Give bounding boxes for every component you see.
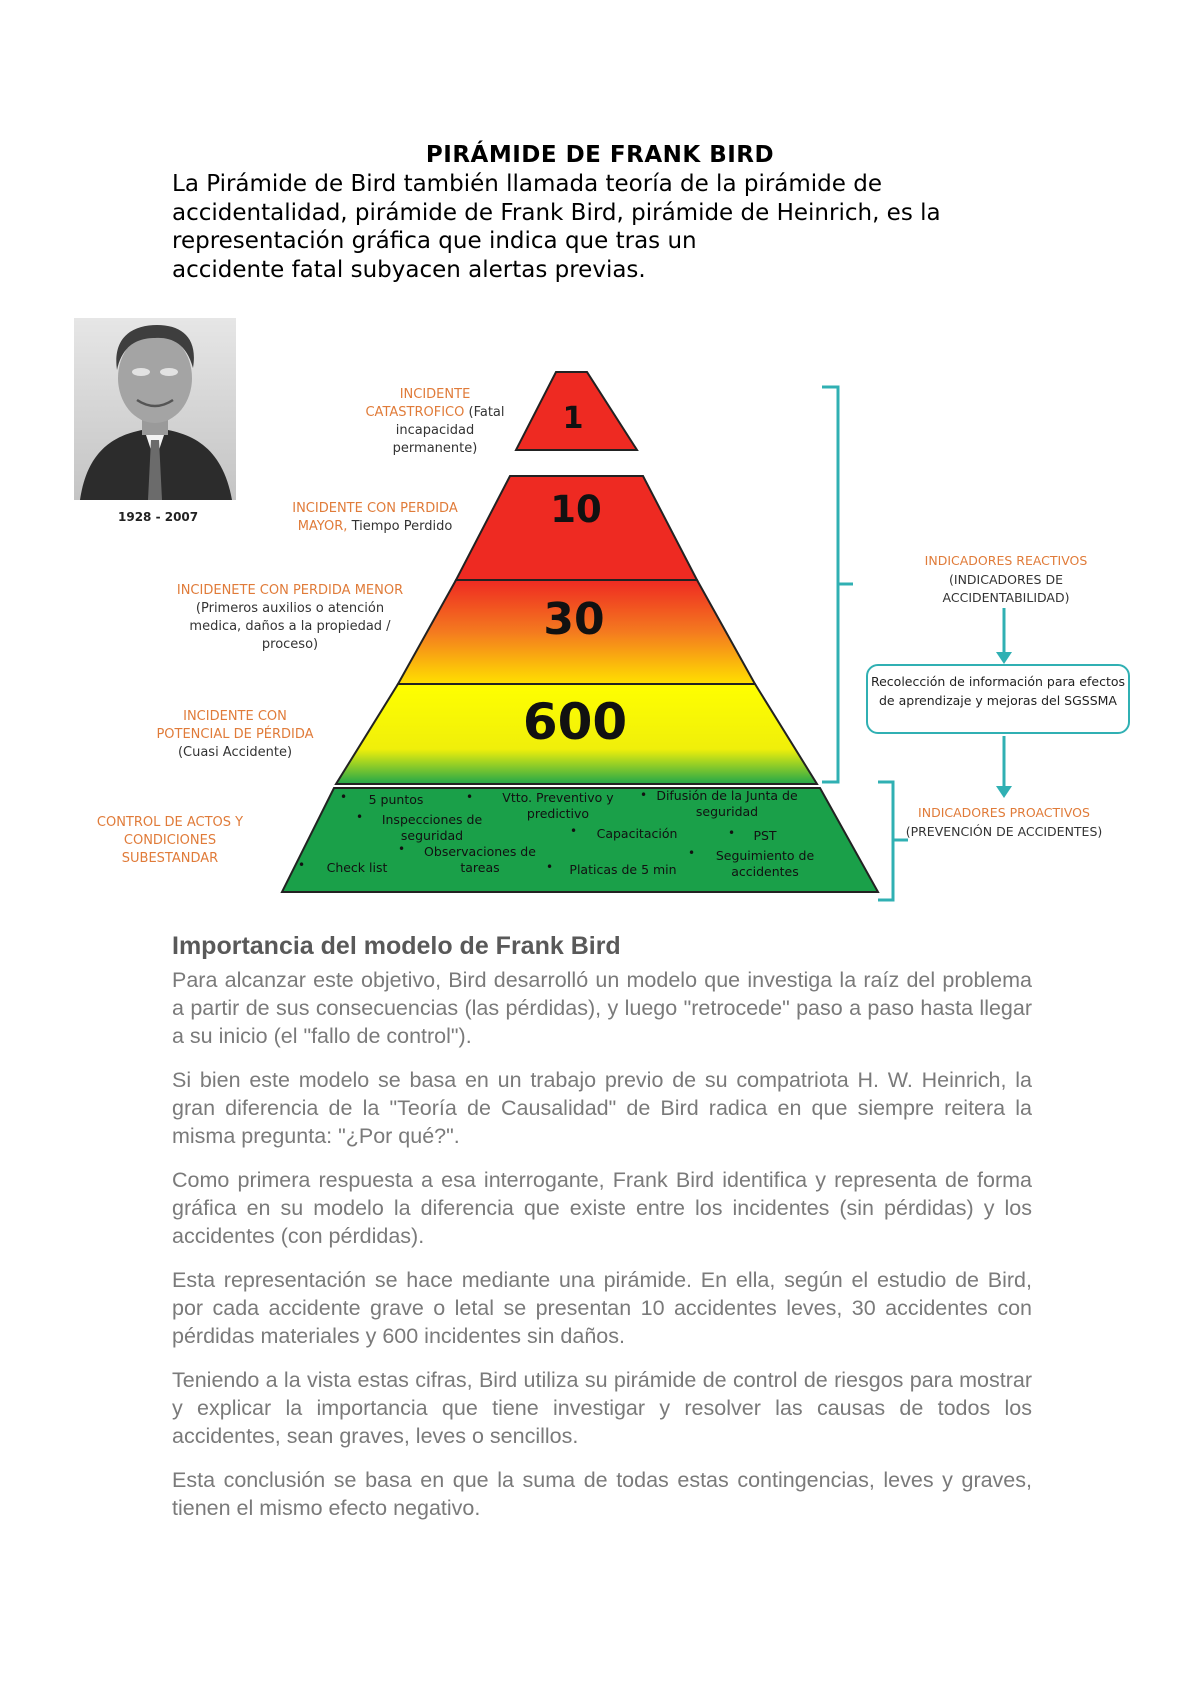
base-item: Vtto. Preventivo y predictivo bbox=[502, 790, 614, 821]
intro-line: representación gráfica que indica que tras un bbox=[172, 228, 697, 254]
body-paragraph: Si bien este modelo se basa en un trabajo previo de su compatriota H. W. Heinrich, la gran diferencia de la "Teoría de Causalidad" de Bird radica en que siempre reitera la misma pregunta: "¿Por qué?". bbox=[172, 1068, 1032, 1148]
base-item: Platicas de 5 min bbox=[569, 862, 677, 877]
base-item: Observaciones de tareas bbox=[424, 844, 536, 875]
tier-label-detail: Tiempo Perdido bbox=[351, 519, 453, 534]
intro-line: accidentalidad, pirámide de Frank Bird, pirámide de Heinrich, es la bbox=[172, 199, 941, 226]
base-item: Seguimiento de accidentes bbox=[715, 848, 815, 879]
intro-line: accidente fatal subyacen alertas previas. bbox=[172, 256, 646, 283]
body-paragraph: Esta representación se hace mediante una pirámide. En ella, según el estudio de Bird, por cada accidente grave o letal se presentan 10 accidentes leves, 30 accidentes con pérdidas materiales y 600 incidentes sin daños. bbox=[172, 1268, 1032, 1348]
proactive-subtitle: (PREVENCIÓN DE ACCIDENTES) bbox=[905, 823, 1103, 839]
tier-label-detail: (Fatal incapacidad permanente) bbox=[392, 405, 505, 456]
reactive-title: INDICADORES REACTIVOS bbox=[924, 553, 1088, 568]
body-paragraph: Teniendo a la vista estas cifras, Bird utiliza su pirámide de control de riesgos para mostrar y explicar la importancia que tiene investigar y resolver las causas de todos los accidentes, sean graves, leves o sencillos. bbox=[172, 1368, 1032, 1448]
portrait-image bbox=[74, 318, 236, 500]
arrow-down-icon bbox=[996, 608, 1012, 664]
tier-value: 1 bbox=[562, 401, 584, 436]
tier-label-detail: (Primeros auxilios o atención medica, daños a la propiedad / proceso) bbox=[189, 601, 391, 652]
arrow-down-icon bbox=[996, 736, 1012, 798]
reactive-bracket bbox=[822, 387, 853, 782]
body-paragraph: Esta conclusión se basa en que la suma de todas estas contingencias, leves y graves, tienen el mismo efecto negativo. bbox=[172, 1468, 1032, 1520]
tier-label-title: INCIDENTE CATASTROFICO bbox=[365, 387, 471, 420]
tier-label-title: INCIDENTE CON PERDIDA MAYOR, bbox=[292, 501, 458, 534]
proactive-bracket bbox=[878, 782, 908, 900]
body-paragraph: Para alcanzar este objetivo, Bird desarrolló un modelo que investiga la raíz del problema a partir de sus consecuencias (las pérdidas), y luego "retrocede" paso a paso hasta llegar a su inicio (el "fallo de control"). bbox=[172, 968, 1032, 1048]
tier-value: 30 bbox=[543, 594, 605, 645]
intro-line: La Pirámide de Bird también llamada teoría de la pirámide de bbox=[172, 171, 882, 197]
tier-label bbox=[285, 500, 465, 536]
base-item: Difusión de la Junta de seguridad bbox=[656, 788, 798, 819]
tier-label-title: INCIDENTE CON POTENCIAL DE PÉRDIDA bbox=[156, 709, 314, 742]
tier-value: 600 bbox=[522, 693, 628, 751]
tier-value: 10 bbox=[550, 488, 602, 531]
tier-label-detail: (Cuasi Accidente) bbox=[177, 745, 293, 760]
tier-label-title: INCIDENETE CON PERDIDA MENOR bbox=[176, 583, 404, 598]
tier-label bbox=[150, 708, 320, 762]
proactive-indicators bbox=[904, 804, 1104, 841]
reactive-subtitle: (INDICADORES DE ACCIDENTABILIDAD) bbox=[942, 571, 1070, 605]
base-item: 5 puntos bbox=[368, 792, 424, 807]
body-paragraph: Como primera respuesta a esa interrogante, Frank Bird identifica y representa de forma gráfica en su modelo la diferencia que existe entre los incidentes (sin pérdidas) y los accidentes (con pérdidas). bbox=[172, 1168, 1032, 1248]
base-item: PST bbox=[753, 828, 777, 843]
base-item: Capacitación bbox=[596, 826, 678, 841]
document-title: PIRÁMIDE DE FRANK BIRD bbox=[425, 142, 775, 168]
section-heading: Importancia del modelo de Frank Bird bbox=[172, 932, 621, 960]
tier-label bbox=[360, 386, 510, 458]
tier-label bbox=[170, 582, 410, 654]
base-item: Check list bbox=[326, 860, 388, 875]
info-box: Recolección de información para efectos de aprendizaje y mejoras del SGSSMA bbox=[866, 664, 1130, 734]
portrait-years: 1928 - 2007 bbox=[118, 510, 199, 524]
reactive-indicators bbox=[908, 552, 1104, 608]
proactive-title: INDICADORES PROACTIVOS bbox=[918, 805, 1090, 820]
base-item: Inspecciones de seguridad bbox=[381, 812, 483, 843]
base-label: CONTROL DE ACTOS Y CONDICIONES SUBESTANDAR bbox=[96, 815, 244, 866]
